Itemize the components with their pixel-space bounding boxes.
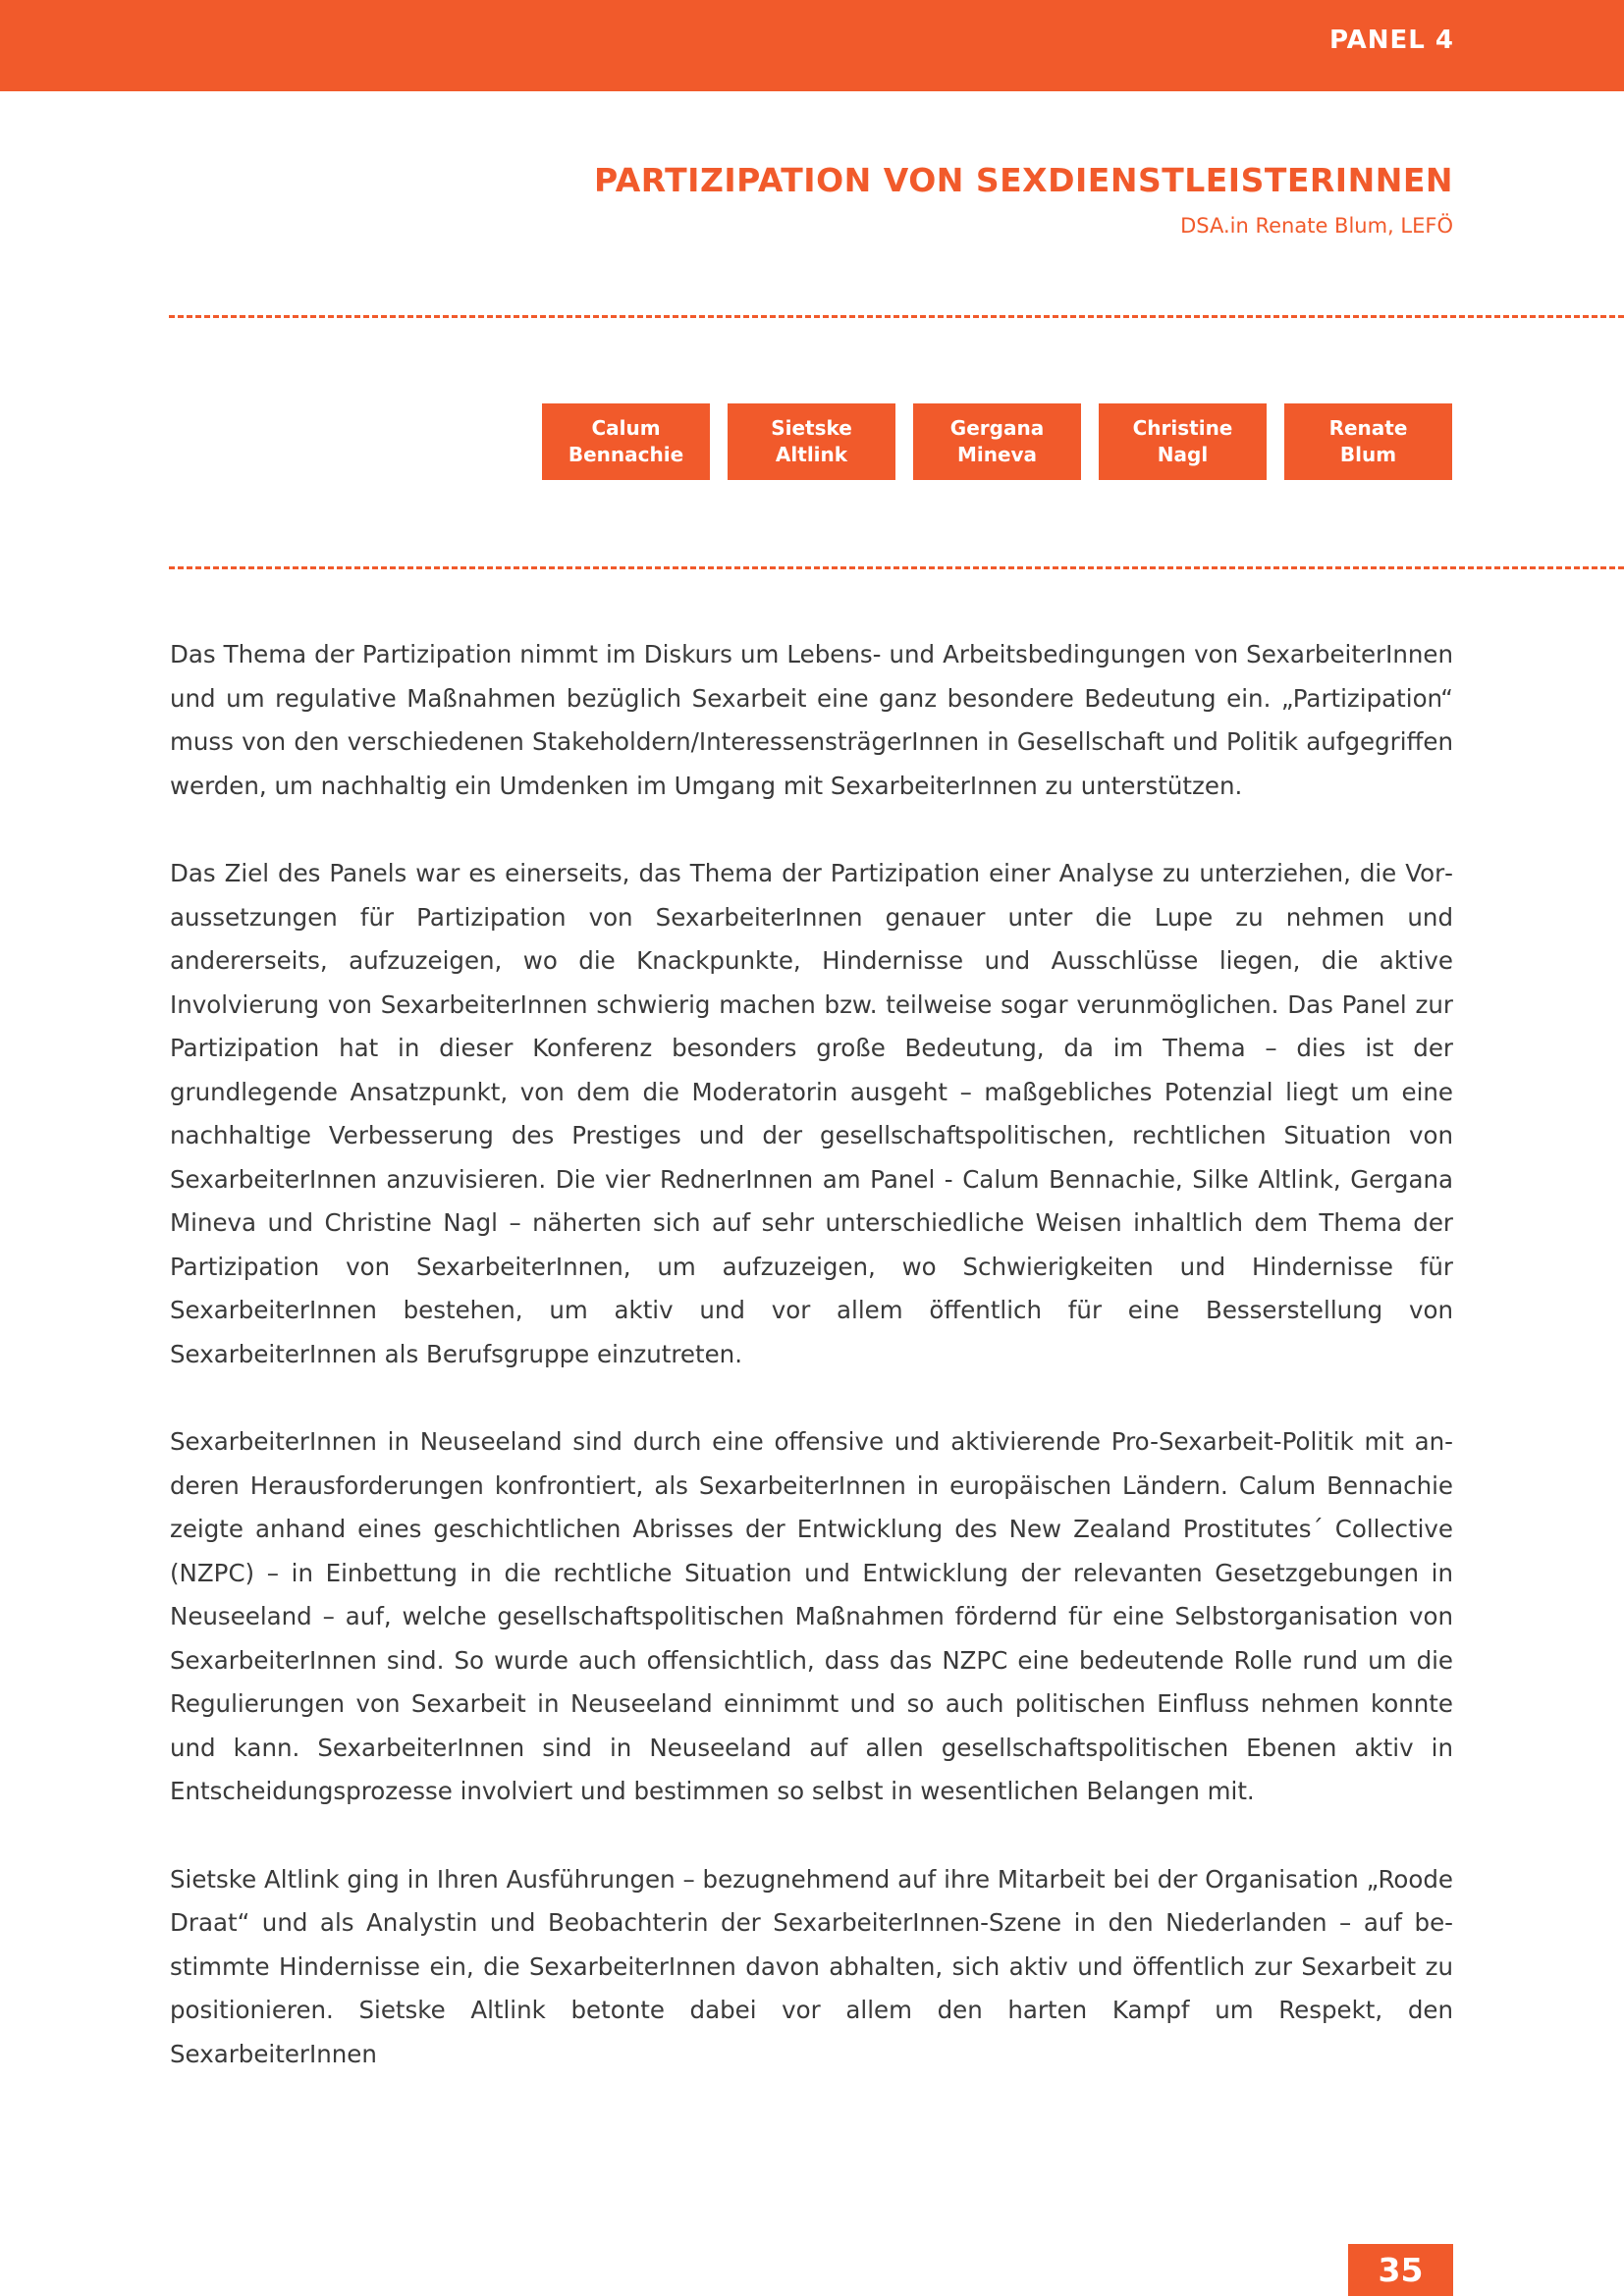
speaker-first-name: Sietske <box>771 416 852 440</box>
article-body <box>170 633 1453 2120</box>
speaker-last-name: Blum <box>1339 443 1397 466</box>
speaker-badge <box>728 403 895 480</box>
speaker-last-name: Mineva <box>956 443 1038 466</box>
speaker-first-name: Gergana <box>949 416 1045 440</box>
dashed-divider-bottom <box>169 566 1624 569</box>
page-subtitle: DSA.in Renate Blum, LEFÖ <box>1180 214 1453 238</box>
body-paragraph: Sietske Altlink ging in Ihren Ausführungen – bezugnehmend auf ihre Mitarbeit bei der Organisation „Roode Draat“ und als Analystin und Beobachterin der SexarbeiterInnen-Szene in den Niederlanden – auf bestimmte Hindernisse ein, die SexarbeiterInnen davon abhalten, sich aktiv und öffentlich zur Sexarbeit zu positionieren. Sietske Altlink betonte dabei vor allem den harten Kampf um Respekt, den SexarbeiterInnen <box>170 1864 1453 2068</box>
speaker-badge <box>913 403 1081 480</box>
speaker-first-name: Renate <box>1328 416 1408 440</box>
speaker-list <box>542 403 1452 480</box>
body-paragraph: SexarbeiterInnen in Neuseeland sind durch eine offensive und aktivierende Pro-Sexarbeit-Politik mit anderen Herausforderungen konfrontiert, als SexarbeiterInnen in europäischen Ländern. Calum Bennachie zeigte anhand eines geschichtlichen Abrisses der Entwicklung des New Zealand Prostitutes´ Collective (NZPC) – in Einbettung in die rechtliche Situation und Entwicklung der relevanten Gesetzgebungen in Neuseeland – auf, welche gesellschaftspolitischen Maßnahmen fördernd für eine Selbstorganisation von SexarbeiterInnen sind. So wurde auch offensichtlich, dass das NZPC eine bedeutende Rolle rund um die Regulierungen von Sexarbeit in Neuseeland einnimmt und so auch politischen Einfluss nehmen konnte und kann. SexarbeiterInnen sind in Neuseeland auf allen gesellschaftspolitischen Ebenen aktiv in Entscheidungsprozesse involviert und bestimmen so selbst in wesentlichen Belangen mit. <box>170 1427 1453 1805</box>
speaker-badge <box>542 403 710 480</box>
body-paragraph: Das Ziel des Panels war es einerseits, das Thema der Partizipation einer Analyse zu unterziehen, die Voraussetzungen für Partizipation von SexarbeiterInnen genauer unter die Lupe zu nehmen und andererseits, aufzuzeigen, wo die Knackpunkte, Hindernisse und Ausschlüsse liegen, die aktive Involvierung von SexarbeiterInnen schwierig machen bzw. teilweise sogar verunmöglichen. Das Panel zur Partizipation hat in dieser Konferenz besonders große Bedeutung, da im Thema – dies ist der grundlegende Ansatzpunkt, von dem die Moderatorin ausgeht – maßgebliches Potenzial liegt um eine nachhaltige Verbesserung des Prestiges und der gesellschaftspolitischen, rechtlichen Situation von SexarbeiterInnen anzuvisieren. Die vier RednerInnen am Panel - Calum Bennachie, Silke Altlink, Gergana Mineva und Christine Nagl – näherten sich auf sehr unterschiedliche Weisen inhaltlich dem Thema der Partizipation von SexarbeiterInnen, um aufzuzeigen, wo Schwierigkeiten und Hindernisse für SexarbeiterInnen bestehen, um aktiv und vor allem öffentlich für eine Besserstellung von SexarbeiterInnen als Berufsgruppe einzutreten. <box>170 859 1453 1368</box>
body-paragraph: Das Thema der Partizipation nimmt im Diskurs um Lebens- und Arbeitsbedingungen von SexarbeiterInnen und um regulative Maßnahmen bezüglich Sexarbeit eine ganz besondere Bedeutung ein. „Partizipation“ muss von den verschiedenen Stakeholdern/InteressensträgerInnen in Gesellschaft und Politik aufgegriffen werden, um nachhaltig ein Umdenken im Umgang mit SexarbeiterInnen zu unterstützen. <box>170 640 1453 800</box>
dashed-divider-top <box>169 315 1624 318</box>
speaker-last-name: Altlink <box>775 443 848 466</box>
speaker-last-name: Bennachie <box>568 443 684 466</box>
speaker-last-name: Nagl <box>1157 443 1209 466</box>
panel-label: PANEL 4 <box>1328 26 1454 55</box>
page-number: 35 <box>1348 2244 1453 2296</box>
speaker-first-name: Christine <box>1132 416 1233 440</box>
speaker-badge <box>1284 403 1452 480</box>
header-bar <box>0 0 1624 91</box>
speaker-first-name: Calum <box>591 416 661 440</box>
page-title: PARTIZIPATION VON SEXDIENSTLEISTERINNEN <box>594 161 1453 199</box>
speaker-badge <box>1099 403 1267 480</box>
